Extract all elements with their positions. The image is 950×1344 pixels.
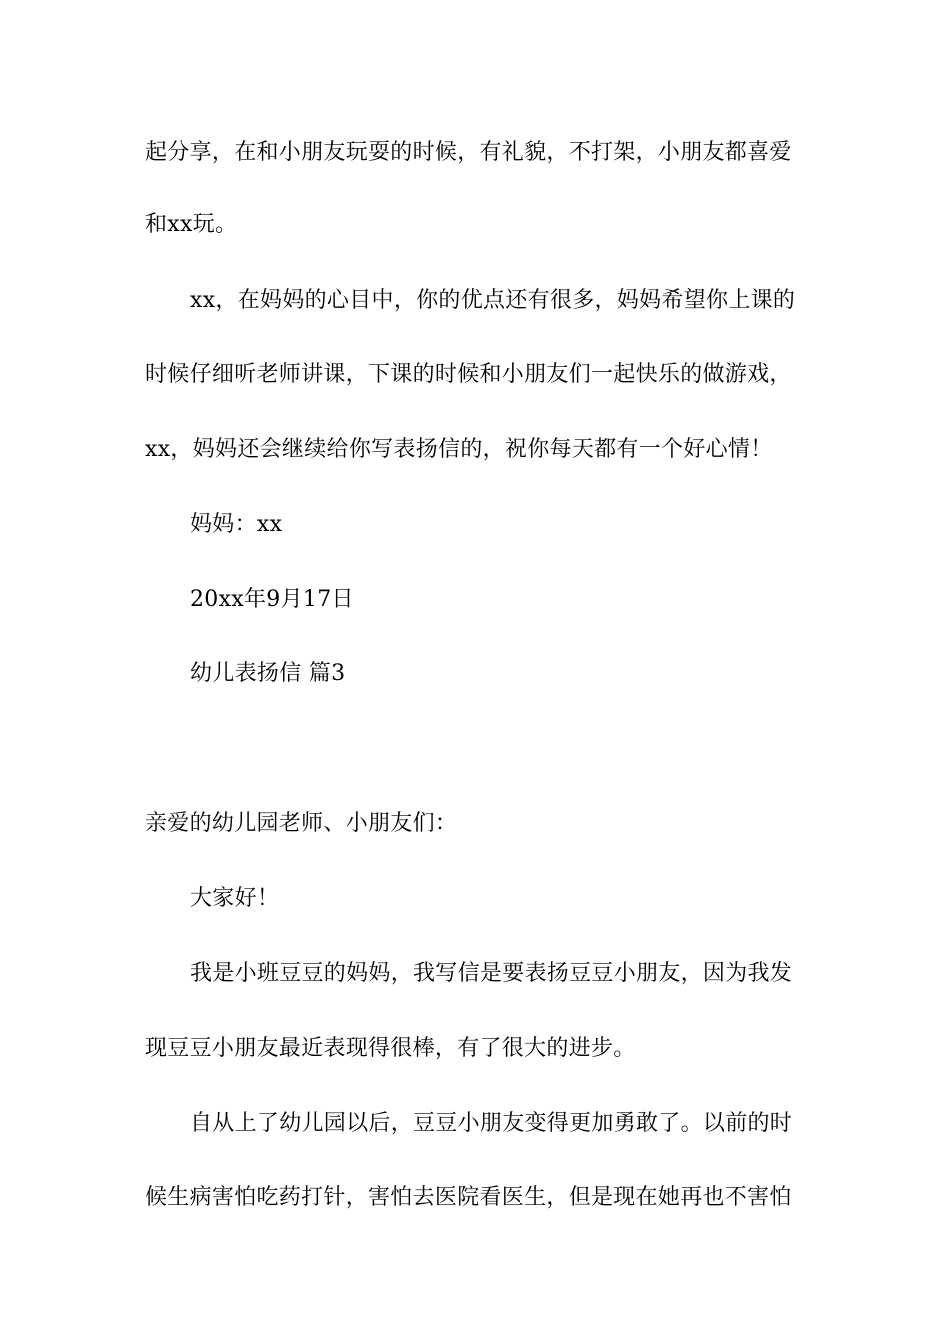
section-heading: 幼儿表扬信 篇3 [190, 661, 346, 686]
date-line: 20xx年9月17日 [190, 587, 354, 612]
paragraph-line: 候生病害怕吃药打针，害怕去医院看医生，但是现在她再也不害怕 [145, 1185, 792, 1210]
paragraph-line: 现豆豆小朋友最近表现得很棒，有了很大的进步。 [145, 1036, 636, 1061]
greeting-line: 大家好！ [190, 886, 280, 911]
paragraph-line: 起分享，在和小朋友玩耍的时候，有礼貌，不打架，小朋友都喜爱 [145, 140, 792, 165]
paragraph-line: xx，在妈妈的心目中，你的优点还有很多，妈妈希望你上课的 [190, 288, 796, 313]
signature-line: 妈妈：xx [190, 512, 283, 537]
salutation-line: 亲爱的幼儿园老师、小朋友们： [145, 811, 458, 836]
paragraph-line: xx，妈妈还会继续给你写表扬信的，祝你每天都有一个好心情！ [145, 437, 773, 462]
paragraph-line: 自从上了幼儿园以后，豆豆小朋友变得更加勇敢了。以前的时 [190, 1111, 793, 1136]
paragraph-line: 我是小班豆豆的妈妈，我写信是要表扬豆豆小朋友，因为我发 [190, 961, 793, 986]
paragraph-line: 时候仔细听老师讲课，下课的时候和小朋友们一起快乐的做游戏， [145, 362, 792, 387]
paragraph-line: 和xx玩。 [145, 212, 238, 237]
